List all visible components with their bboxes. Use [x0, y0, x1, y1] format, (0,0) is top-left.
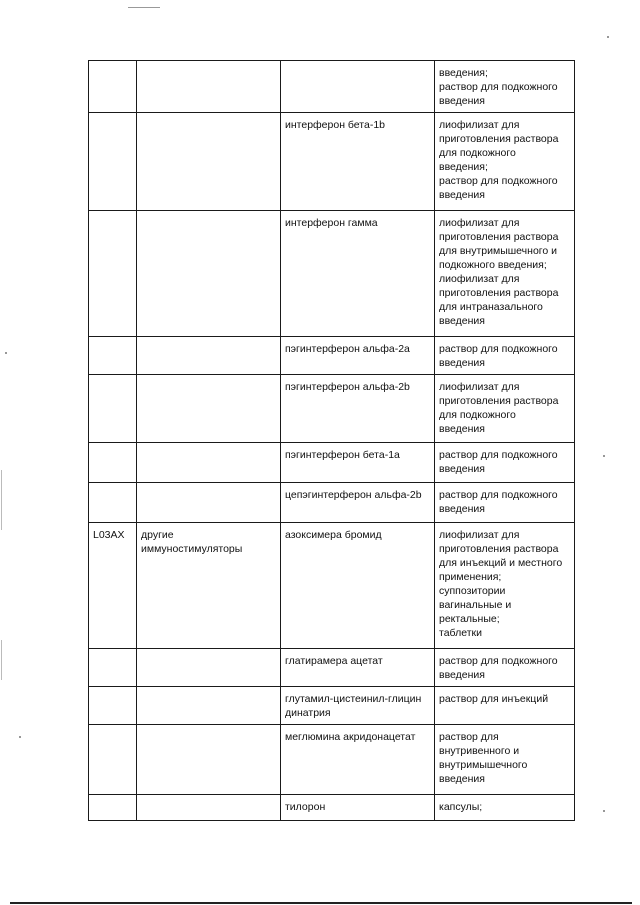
drug-name-cell: меглюмина акридонацетат: [281, 725, 435, 795]
dosage-form-cell: раствор для внутривенного и внутримышечного введения: [435, 725, 575, 795]
atc-code-cell: [89, 725, 137, 795]
table-row: [89, 649, 575, 687]
table-row: [89, 483, 575, 523]
atc-code-cell: [89, 337, 137, 375]
table-row: [89, 211, 575, 337]
dosage-form-cell: лиофилизат для приготовления раствора для инъекций и местного применения; суппозитории вагинальные и ректальные; таблетки: [435, 523, 575, 649]
table-row: [89, 795, 575, 821]
drug-name-cell: пэгинтерферон альфа-2b: [281, 375, 435, 443]
drug-name-cell: пэгинтерферон альфа-2а: [281, 337, 435, 375]
dosage-form-cell: лиофилизат для приготовления раствора для подкожного введения: [435, 375, 575, 443]
top-scan-line: [128, 7, 160, 8]
group-name-cell: [137, 113, 281, 211]
table-row: [89, 687, 575, 725]
group-name-cell: [137, 375, 281, 443]
dosage-form-cell: введения; раствор для подкожного введения: [435, 61, 575, 113]
atc-code-cell: [89, 61, 137, 113]
bottom-scan-line: [10, 902, 632, 904]
table-row: [89, 375, 575, 443]
group-name-cell: другие иммуностимуляторы: [137, 523, 281, 649]
group-name-cell: [137, 795, 281, 821]
drug-name-cell: пэгинтерферон бета-1а: [281, 443, 435, 483]
scan-speck: [603, 810, 605, 812]
scan-speck: [19, 736, 21, 738]
dosage-form-cell: лиофилизат для приготовления раствора для подкожного введения; раствор для подкожного введения: [435, 113, 575, 211]
atc-code-cell: [89, 375, 137, 443]
table-row: [89, 523, 575, 649]
table-row: [89, 443, 575, 483]
group-name-cell: [137, 483, 281, 523]
drug-list-table: [88, 60, 575, 821]
dosage-form-cell: лиофилизат для приготовления раствора для внутримышечного и подкожного введения; лиофилизат для приготовления раствора для интраназального введения: [435, 211, 575, 337]
table-row: [89, 113, 575, 211]
atc-code-cell: L03AX: [89, 523, 137, 649]
drug-name-cell: азоксимера бромид: [281, 523, 435, 649]
group-name-cell: [137, 211, 281, 337]
dosage-form-cell: раствор для подкожного введения: [435, 443, 575, 483]
drug-name-cell: интерферон бета-1b: [281, 113, 435, 211]
group-name-cell: [137, 443, 281, 483]
scan-speck: [603, 455, 605, 457]
table-row: [89, 61, 575, 113]
dosage-form-cell: раствор для подкожного введения: [435, 649, 575, 687]
atc-code-cell: [89, 113, 137, 211]
group-name-cell: [137, 725, 281, 795]
atc-code-cell: [89, 649, 137, 687]
drug-name-cell: глатирамера ацетат: [281, 649, 435, 687]
atc-code-cell: [89, 211, 137, 337]
dosage-form-cell: раствор для инъекций: [435, 687, 575, 725]
group-name-cell: [137, 687, 281, 725]
dosage-form-cell: раствор для подкожного введения: [435, 337, 575, 375]
atc-code-cell: [89, 443, 137, 483]
drug-name-cell: интерферон гамма: [281, 211, 435, 337]
scan-speck: [607, 36, 609, 38]
scan-speck: [5, 352, 7, 354]
dosage-form-cell: раствор для подкожного введения: [435, 483, 575, 523]
atc-code-cell: [89, 483, 137, 523]
atc-code-cell: [89, 687, 137, 725]
drug-name-cell: тилорон: [281, 795, 435, 821]
group-name-cell: [137, 61, 281, 113]
group-name-cell: [137, 649, 281, 687]
drug-name-cell: [281, 61, 435, 113]
table-row: [89, 337, 575, 375]
drug-name-cell: цепэгинтерферон альфа-2b: [281, 483, 435, 523]
left-scan-mark-lower: [1, 640, 2, 680]
left-scan-mark: [1, 470, 2, 530]
group-name-cell: [137, 337, 281, 375]
atc-code-cell: [89, 795, 137, 821]
drug-name-cell: глутамил-цистеинил-глицин динатрия: [281, 687, 435, 725]
table-row: [89, 725, 575, 795]
dosage-form-cell: капсулы;: [435, 795, 575, 821]
